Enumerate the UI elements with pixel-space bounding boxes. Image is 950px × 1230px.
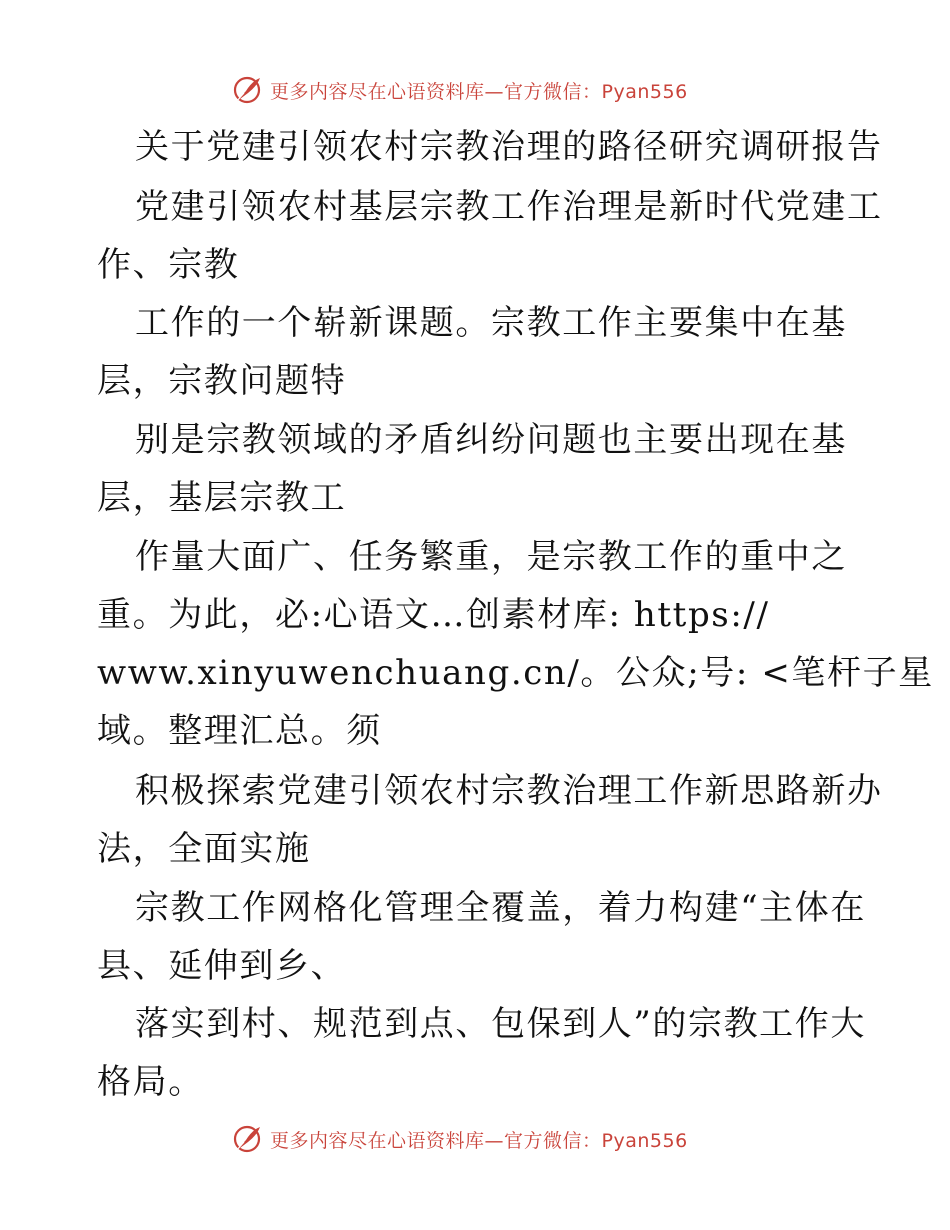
footer-banner <box>232 1122 732 1156</box>
body-line-9: www.xinyuwenchuang.cn/。公众;号: <笔杆子星 <box>97 653 934 693</box>
body-line-7: 作量大面广、任务繁重，是宗教工作的重中之 <box>135 537 847 577</box>
body-line-5: 别是宗教领域的矛盾纠纷问题也主要出现在基 <box>135 420 847 460</box>
document-title: 关于党建引领农村宗教治理的路径研究调研报告 <box>135 127 883 167</box>
body-line-10: 域。整理汇总。须 <box>97 711 382 751</box>
body-line-6: 层，基层宗教工 <box>97 478 347 518</box>
body-line-15: 落实到村、规范到点、包保到人”的宗教工作大 <box>135 1004 866 1044</box>
footer-banner-text: 更多内容尽在心语资料库—官方微信：Pyan556 <box>270 1129 688 1152</box>
body-line-12: 法，全面实施 <box>97 829 311 869</box>
body-line-11: 积极探索党建引领农村宗教治理工作新思路新办 <box>135 771 883 811</box>
body-line-4: 层，宗教问题特 <box>97 361 347 401</box>
body-line-2: 作、宗教 <box>97 245 240 285</box>
body-line-13: 宗教工作网格化管理全覆盖，着力构建“主体在 <box>135 888 866 928</box>
quill-logo-icon <box>232 1124 262 1154</box>
quill-logo-icon <box>232 75 262 105</box>
header-banner <box>232 73 732 107</box>
body-line-14: 县、延伸到乡、 <box>97 946 347 986</box>
body-line-8: 重。为此，必:心语文…创素材库: https:// <box>97 595 770 635</box>
body-line-1: 党建引领农村基层宗教工作治理是新时代党建工 <box>135 187 883 227</box>
header-banner-text: 更多内容尽在心语资料库—官方微信：Pyan556 <box>270 80 688 103</box>
body-line-16: 格局。 <box>97 1062 204 1102</box>
body-line-3: 工作的一个崭新课题。宗教工作主要集中在基 <box>135 303 847 343</box>
